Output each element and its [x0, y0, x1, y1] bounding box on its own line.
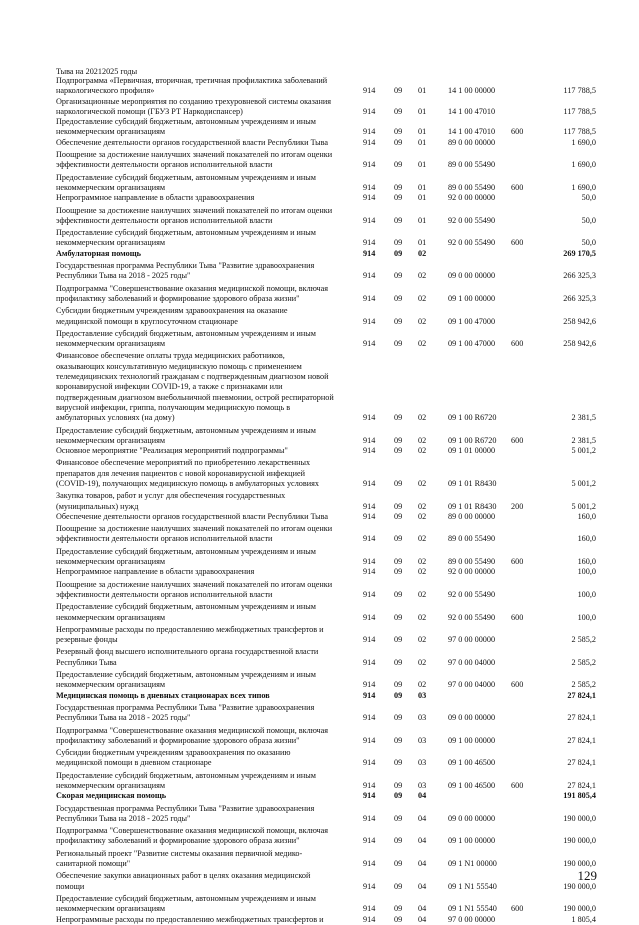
expense-type-code: 600 — [511, 612, 524, 622]
section-code: 09 — [394, 534, 403, 544]
target-article-code: 92 0 00 00000 — [448, 567, 496, 577]
table-row — [56, 894, 596, 915]
section-heading-row — [56, 691, 596, 701]
subsection-code: 04 — [418, 836, 427, 846]
table-row — [56, 602, 596, 623]
amount-cell: 190 000,0 — [563, 859, 596, 869]
subsection-code: 02 — [418, 339, 427, 349]
target-article-code: 09 1 00 47000 — [448, 339, 496, 349]
amount-cell: 27 824,1 — [567, 781, 596, 790]
row-description: Непрограммное направление в области здравоохранения — [56, 193, 255, 203]
amount-cell: 27 824,1 — [567, 690, 596, 700]
subsection-code: 01 — [418, 215, 427, 225]
table-row — [56, 647, 596, 668]
target-article-code: 09 1 00 46500 — [448, 758, 496, 768]
row-description: Предоставление субсидий бюджетным, автономным учреждениям и иным некоммерческим организациям — [56, 670, 316, 690]
amount-cell: 191 805,4 — [563, 791, 596, 801]
subsection-code: 02 — [418, 589, 427, 599]
subsection-code: 04 — [418, 813, 427, 823]
ministry-code: 914 — [363, 182, 376, 192]
subsection-code: 01 — [418, 238, 427, 248]
row-description: Медицинская помощь в дневных стационарах всех типов — [56, 690, 270, 700]
amount-cell: 258 942,6 — [563, 339, 596, 349]
target-article-code: 09 1 00 R6720 — [448, 413, 497, 423]
expense-type-code: 600 — [511, 182, 524, 192]
row-description: Поощрение за достижение наилучших значений показателей по итогам оценки эффективности деятельности органов исполнительной власти — [56, 205, 333, 225]
row-description: Основное мероприятие "Реализация мероприятий подпрограммы" — [56, 446, 288, 456]
ministry-code: 914 — [363, 446, 376, 456]
amount-cell: 5 001,2 — [571, 501, 596, 511]
amount-cell: 100,0 — [577, 589, 596, 599]
ministry-code: 914 — [363, 791, 376, 801]
section-code: 09 — [394, 589, 403, 599]
section-code: 09 — [394, 881, 403, 891]
target-article-code: 09 1 N1 55540 — [448, 904, 497, 914]
subsection-code: 03 — [418, 713, 427, 723]
row-description: Амбулаторная помощь — [56, 248, 141, 258]
row-description: Субсидии бюджетным учреждениям здравоохранения по оказанию медицинской помощи в дневном стационаре — [56, 748, 291, 768]
ministry-code: 914 — [363, 836, 376, 846]
row-description: Подпрограмма «Первичная, вторичная, третичная профилактика заболеваний наркологического профиля» — [56, 76, 328, 96]
section-code: 09 — [394, 446, 403, 456]
amount-cell: 1 805,4 — [571, 914, 596, 924]
ministry-code: 914 — [363, 127, 376, 137]
table-row — [56, 670, 596, 691]
table-row — [56, 771, 596, 792]
target-article-code: 89 0 00 00000 — [448, 511, 496, 521]
amount-cell: 160,0 — [577, 534, 596, 544]
ministry-code: 914 — [363, 781, 376, 790]
table-row — [56, 726, 596, 747]
section-code: 09 — [394, 293, 403, 303]
ministry-code: 914 — [363, 680, 376, 690]
ministry-code: 914 — [363, 339, 376, 349]
row-description: Поощрение за достижение наилучших значений показателей по итогам оценки эффективности деятельности органов исполнительной власти — [56, 579, 333, 599]
amount-cell: 100,0 — [577, 567, 596, 577]
amount-cell: 5 001,2 — [571, 446, 596, 456]
subsection-code: 02 — [418, 248, 427, 258]
target-article-code: 89 0 00 00000 — [448, 137, 496, 147]
row-description: Непрограммные расходы по предоставлению межбюджетных трансфертов и — [56, 914, 324, 924]
row-description: Подпрограмма "Совершенствование оказания медицинской помощи, включая профилактику заболеваний и формирование здорового образа жизни" — [56, 725, 329, 745]
ministry-code: 914 — [363, 413, 376, 423]
target-article-code: 09 1 N1 00000 — [448, 859, 497, 869]
section-code: 09 — [394, 914, 403, 924]
subsection-code: 04 — [418, 914, 427, 924]
amount-cell: 117 788,5 — [563, 127, 596, 137]
section-code: 09 — [394, 836, 403, 846]
subsection-code: 02 — [418, 316, 427, 326]
section-code: 09 — [394, 182, 403, 192]
row-description: Финансовое обеспечение оплаты труда медицинских работников, оказывающих консультативную медицинскую помощь с применением телемедицинских технологий гражданам с подтвержденным диагнозом новой коронавирусной инфекции COVID-19, а также с признаками или подтвержденным диагнозом внебольничной пневмонии, острой респираторной вирусной инфекции, гриппа, получающим медицинскую помощь в амбулаторных условиях (на дому) — [56, 351, 334, 423]
row-description: Обеспечение деятельности органов государственной власти Республики Тыва — [56, 511, 329, 521]
section-code: 09 — [394, 859, 403, 869]
amount-cell: 190 000,0 — [563, 904, 596, 914]
table-row — [56, 871, 596, 892]
target-article-code: 09 1 01 R8430 — [448, 501, 497, 511]
ministry-code: 914 — [363, 106, 376, 116]
ministry-code: 914 — [363, 657, 376, 667]
amount-cell: 266 325,3 — [563, 293, 596, 303]
amount-cell: 2 381,5 — [571, 435, 596, 445]
target-article-code: 89 0 00 55490 — [448, 557, 496, 567]
section-code: 09 — [394, 137, 403, 147]
amount-cell: 50,0 — [581, 193, 596, 203]
ministry-code: 914 — [363, 86, 376, 96]
ministry-code: 914 — [363, 137, 376, 147]
ministry-code: 914 — [363, 193, 376, 203]
expense-type-code: 600 — [511, 435, 524, 445]
section-code: 09 — [394, 271, 403, 281]
subsection-code: 02 — [418, 680, 427, 690]
section-code: 09 — [394, 478, 403, 488]
amount-cell: 117 788,5 — [563, 106, 596, 116]
subsection-code: 01 — [418, 106, 427, 116]
expense-type-code: 600 — [511, 238, 524, 248]
target-article-code: 89 0 00 55490 — [448, 534, 496, 544]
section-code: 09 — [394, 781, 403, 790]
table-row — [56, 703, 596, 724]
ministry-code: 914 — [363, 316, 376, 326]
section-heading-row — [56, 249, 596, 259]
target-article-code: 09 1 00 00000 — [448, 293, 496, 303]
section-code: 09 — [394, 435, 403, 445]
subsection-code: 02 — [418, 567, 427, 577]
amount-cell: 1 690,0 — [571, 160, 596, 170]
subsection-code: 02 — [418, 501, 427, 511]
row-description: Государственная программа Республики Тыва "Развитие здравоохранения Республики Тыва на 2018 - 2025 годы" — [56, 261, 315, 281]
amount-cell: 258 942,6 — [563, 316, 596, 326]
target-article-code: 09 1 00 00000 — [448, 836, 496, 846]
subsection-code: 02 — [418, 557, 427, 567]
subsection-code: 02 — [418, 635, 427, 645]
row-description: Скорая медицинская помощь — [56, 791, 167, 801]
target-article-code: 97 0 00 00000 — [448, 635, 496, 645]
row-description: Поощрение за достижение наилучших значений показателей по итогам оценки эффективности деятельности органов исполнительной власти — [56, 524, 333, 544]
row-description: Предоставление субсидий бюджетным, автономным учреждениям и иным некоммерческим организациям — [56, 893, 316, 914]
subsection-code: 01 — [418, 127, 427, 137]
ministry-code: 914 — [363, 635, 376, 645]
subsection-code: 04 — [418, 859, 427, 869]
ministry-code: 914 — [363, 511, 376, 521]
target-article-code: 09 1 00 00000 — [448, 735, 496, 745]
table-row — [56, 329, 596, 350]
expense-type-code: 200 — [511, 501, 524, 511]
ministry-code: 914 — [363, 534, 376, 544]
section-code: 09 — [394, 657, 403, 667]
section-code: 09 — [394, 567, 403, 577]
amount-cell: 1 690,0 — [571, 182, 596, 192]
row-description: Государственная программа Республики Тыва "Развитие здравоохранения Республики Тыва на 2018 - 2025 годы" — [56, 803, 315, 823]
amount-cell: 2 381,5 — [571, 413, 596, 423]
row-description: Предоставление субсидий бюджетным, автономным учреждениям и иным некоммерческим организациям — [56, 425, 316, 445]
table-row — [56, 547, 596, 568]
target-article-code: 92 0 00 00000 — [448, 193, 496, 203]
section-code: 09 — [394, 511, 403, 521]
ministry-code: 914 — [363, 435, 376, 445]
subsection-code: 02 — [418, 478, 427, 488]
section-code: 09 — [394, 680, 403, 690]
section-code: 09 — [394, 160, 403, 170]
row-description: Непрограммные расходы по предоставлению межбюджетных трансфертов и резервные фонды — [56, 624, 324, 645]
subsection-code: 01 — [418, 137, 427, 147]
row-description: Закупка товаров, работ и услуг для обеспечения государственных (муниципальных) нужд — [56, 491, 286, 511]
target-article-code: 97 0 00 04000 — [448, 680, 496, 690]
ministry-code: 914 — [363, 914, 376, 924]
amount-cell: 117 788,5 — [563, 86, 596, 96]
table-row — [56, 446, 596, 456]
target-article-code: 14 1 00 47010 — [448, 106, 496, 116]
target-article-code: 89 0 00 55490 — [448, 182, 496, 192]
subsection-code: 02 — [418, 657, 427, 667]
ministry-code: 914 — [363, 612, 376, 622]
section-code: 09 — [394, 248, 403, 258]
amount-cell: 27 824,1 — [567, 713, 596, 723]
table-row — [56, 284, 596, 305]
ministry-code: 914 — [363, 248, 376, 258]
amount-cell: 190 000,0 — [563, 836, 596, 846]
expense-type-code: 600 — [511, 339, 524, 349]
section-code: 09 — [394, 316, 403, 326]
row-description: Предоставление субсидий бюджетным, автономным учреждениям и иным некоммерческим организациям — [56, 602, 316, 622]
subsection-code: 03 — [418, 758, 427, 768]
ministry-code: 914 — [363, 160, 376, 170]
subsection-code: 01 — [418, 160, 427, 170]
ministry-code: 914 — [363, 567, 376, 577]
expense-type-code: 600 — [511, 680, 524, 690]
section-code: 09 — [394, 813, 403, 823]
section-code: 09 — [394, 904, 403, 914]
target-article-code: 09 1 00 47000 — [448, 316, 496, 326]
table-row — [56, 915, 596, 925]
amount-cell: 27 824,1 — [567, 758, 596, 768]
amount-cell: 100,0 — [577, 612, 596, 622]
target-article-code: 09 1 01 00000 — [448, 446, 496, 456]
expense-type-code: 600 — [511, 904, 524, 914]
subsection-code: 02 — [418, 446, 427, 456]
amount-cell: 2 585,2 — [571, 680, 596, 690]
ministry-code: 914 — [363, 713, 376, 723]
target-article-code: 92 0 00 55490 — [448, 215, 496, 225]
table-row — [56, 228, 596, 249]
target-article-code: 92 0 00 55490 — [448, 612, 496, 622]
subsection-code: 03 — [418, 781, 427, 790]
section-code: 09 — [394, 758, 403, 768]
subsection-code: 02 — [418, 612, 427, 622]
section-code: 09 — [394, 193, 403, 203]
row-description: Предоставление субсидий бюджетным, автономным учреждениям и иным некоммерческим организациям — [56, 117, 316, 137]
ministry-code: 914 — [363, 271, 376, 281]
amount-cell: 27 824,1 — [567, 735, 596, 745]
target-article-code: 97 0 00 00000 — [448, 914, 496, 924]
budget-table — [56, 76, 596, 925]
section-code: 09 — [394, 713, 403, 723]
section-code: 09 — [394, 501, 403, 511]
ministry-code: 914 — [363, 238, 376, 248]
section-code: 09 — [394, 127, 403, 137]
target-article-code: 09 1 01 R8430 — [448, 478, 497, 488]
section-code: 09 — [394, 612, 403, 622]
section-code: 09 — [394, 635, 403, 645]
row-description: Обеспечение деятельности органов государственной власти Республики Тыва — [56, 137, 329, 147]
subsection-code: 03 — [418, 735, 427, 745]
ministry-code: 914 — [363, 293, 376, 303]
section-code: 09 — [394, 690, 403, 700]
section-heading-row — [56, 791, 596, 801]
section-code: 09 — [394, 86, 403, 96]
table-row — [56, 138, 596, 148]
amount-cell: 5 001,2 — [571, 478, 596, 488]
ministry-code: 914 — [363, 690, 376, 700]
subsection-code: 01 — [418, 86, 427, 96]
target-article-code: 92 0 00 55490 — [448, 238, 496, 248]
table-row — [56, 625, 596, 646]
ministry-code: 914 — [363, 859, 376, 869]
target-article-code: 14 1 00 00000 — [448, 86, 496, 96]
expense-type-code: 600 — [511, 127, 524, 137]
target-article-code: 09 1 00 R6720 — [448, 435, 497, 445]
amount-cell: 50,0 — [581, 238, 596, 248]
section-code: 09 — [394, 215, 403, 225]
table-row — [56, 97, 596, 118]
table-row — [56, 458, 596, 489]
row-description: Предоставление субсидий бюджетным, автономным учреждениям и иным некоммерческим организациям — [56, 328, 316, 349]
table-row — [56, 426, 596, 447]
row-description: Подпрограмма "Совершенствование оказания медицинской помощи, включая профилактику заболеваний и формирование здорового образа жизни" — [56, 826, 329, 846]
table-row — [56, 261, 596, 282]
table-row — [56, 306, 596, 327]
subsection-code: 02 — [418, 511, 427, 521]
target-article-code: 09 1 00 46500 — [448, 781, 496, 790]
row-description: Подпрограмма "Совершенствование оказания медицинской помощи, включая профилактику заболеваний и формирование здорового образа жизни" — [56, 283, 329, 303]
row-description: Предоставление субсидий бюджетным, автономным учреждениям и иным некоммерческим организациям — [56, 228, 316, 248]
section-code: 09 — [394, 339, 403, 349]
subsection-code: 04 — [418, 904, 427, 914]
amount-cell: 50,0 — [581, 215, 596, 225]
section-code: 09 — [394, 413, 403, 423]
amount-cell: 269 170,5 — [563, 248, 596, 258]
subsection-code: 01 — [418, 182, 427, 192]
table-row — [56, 193, 596, 203]
amount-cell: 160,0 — [577, 557, 596, 567]
amount-cell: 160,0 — [577, 511, 596, 521]
row-description: Финансовое обеспечение мероприятий по приобретению лекарственных препаратов для лечения пациентов с новой коронавирусной инфекцией (COVID-19), получающих медицинскую помощь в амбулаторных условиях — [56, 458, 319, 488]
expense-type-code: 600 — [511, 557, 524, 567]
ministry-code: 914 — [363, 735, 376, 745]
target-article-code: 09 0 00 00000 — [448, 713, 496, 723]
section-code: 09 — [394, 791, 403, 801]
subsection-code: 02 — [418, 293, 427, 303]
ministry-code: 914 — [363, 215, 376, 225]
amount-cell: 190 000,0 — [563, 881, 596, 891]
amount-cell: 1 690,0 — [571, 137, 596, 147]
amount-cell: 2 585,2 — [571, 635, 596, 645]
row-description: Организационные мероприятия по созданию трехуровневой системы оказания наркологической помощи (ГБУЗ РТ Наркодиспансер) — [56, 96, 332, 116]
table-row — [56, 117, 596, 138]
row-description: Государственная программа Республики Тыва "Развитие здравоохранения Республики Тыва на 2018 - 2025 годы" — [56, 702, 315, 723]
ministry-code: 914 — [363, 478, 376, 488]
table-row — [56, 804, 596, 825]
subsection-code: 03 — [418, 690, 427, 700]
row-description: Предоставление субсидий бюджетным, автономным учреждениям и иным некоммерческим организациям — [56, 546, 316, 567]
subsection-code: 01 — [418, 193, 427, 203]
page-number: 129 — [577, 868, 597, 883]
table-row — [56, 76, 596, 97]
ministry-code: 914 — [363, 589, 376, 599]
ministry-code: 914 — [363, 881, 376, 891]
ministry-code: 914 — [363, 758, 376, 768]
subsection-code: 02 — [418, 435, 427, 445]
ministry-code: 914 — [363, 904, 376, 914]
target-article-code: 97 0 00 04000 — [448, 657, 496, 667]
expense-type-code: 600 — [511, 781, 524, 790]
amount-cell: 266 325,3 — [563, 271, 596, 281]
row-description: Региональный проект "Развитие системы оказания первичной медико- санитарной помощи" — [56, 848, 303, 869]
page-header: Тыва на 20212025 годы — [56, 67, 138, 76]
table-row — [56, 849, 596, 870]
ministry-code: 914 — [363, 813, 376, 823]
row-description: Непрограммное направление в области здравоохранения — [56, 567, 255, 577]
section-code: 09 — [394, 106, 403, 116]
amount-cell: 190 000,0 — [563, 813, 596, 823]
ministry-code: 914 — [363, 557, 376, 567]
subsection-code: 02 — [418, 534, 427, 544]
section-code: 09 — [394, 238, 403, 248]
target-article-code: 09 1 N1 55540 — [448, 881, 497, 891]
table-row — [56, 173, 596, 194]
table-row — [56, 748, 596, 769]
row-description: Поощрение за достижение наилучших значений показателей по итогам оценки эффективности деятельности органов исполнительной власти — [56, 150, 333, 170]
row-description: Субсидии бюджетным учреждениям здравоохранения на оказание медицинской помощи в круглосуточном стационаре — [56, 306, 288, 326]
table-row — [56, 524, 596, 545]
target-article-code: 09 0 00 00000 — [448, 271, 496, 281]
table-row — [56, 826, 596, 847]
subsection-code: 04 — [418, 791, 427, 801]
section-code: 09 — [394, 735, 403, 745]
ministry-code: 914 — [363, 501, 376, 511]
table-row — [56, 491, 596, 512]
table-row — [56, 351, 596, 423]
section-code: 09 — [394, 557, 403, 567]
target-article-code: 92 0 00 55490 — [448, 589, 496, 599]
subsection-code: 02 — [418, 271, 427, 281]
table-row — [56, 580, 596, 601]
amount-cell: 2 585,2 — [571, 657, 596, 667]
table-row — [56, 206, 596, 227]
target-article-code: 14 1 00 47010 — [448, 127, 496, 137]
table-row — [56, 512, 596, 522]
row-description: Предоставление субсидий бюджетным, автономным учреждениям и иным некоммерческим организациям — [56, 172, 316, 192]
subsection-code: 02 — [418, 413, 427, 423]
table-row — [56, 150, 596, 171]
row-description: Обеспечение закупки авиационных работ в целях оказания медицинской помощи — [56, 871, 311, 891]
target-article-code: 09 0 00 00000 — [448, 813, 496, 823]
subsection-code: 04 — [418, 881, 427, 891]
row-description: Предоставление субсидий бюджетным, автономным учреждениям и иным некоммерческим организациям — [56, 770, 316, 790]
target-article-code: 89 0 00 55490 — [448, 160, 496, 170]
row-description: Резервный фонд высшего исполнительного органа государственной власти Республики Тыва — [56, 647, 319, 667]
table-row — [56, 567, 596, 577]
